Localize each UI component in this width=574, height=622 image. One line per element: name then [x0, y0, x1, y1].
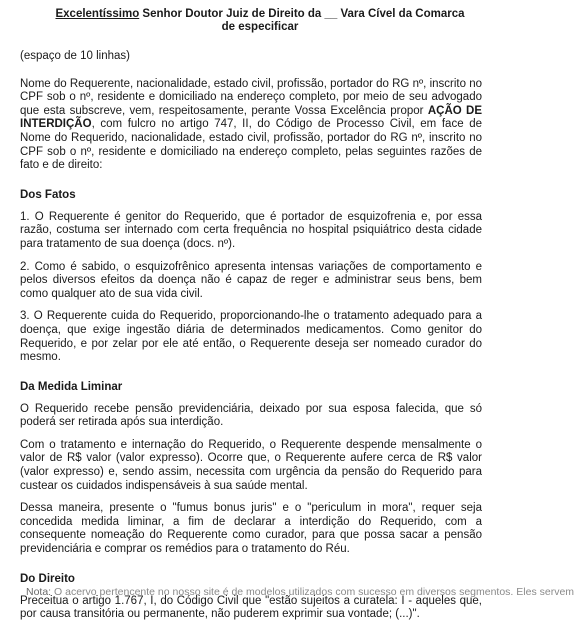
footer-note-label: Nota: [26, 586, 52, 598]
intro-paragraph [20, 78, 482, 173]
liminar-paragraph-2: Com o tratamento e internação do Requerido, o Requerente despende mensalmente o valor de R$ valor (valor expresso). Ocorre que, o Requerente aufere cerca de R$ valor (valor expresso) e, sendo assim, necessita com urgência da pensão do Requerido para custear os cuidados indispensáveis à sua saúde mental. [20, 438, 482, 492]
document-page [20, 0, 482, 622]
liminar-paragraph-3: Dessa maneira, presente o "fumus bonus juris" e o "periculum in mora", requer seja concedida medida liminar, a fim de declarar a interdição do Requerido, com a consequente nomeação do Requerente como curador, para que possa sacar a pensão previdenciária e comprar os remédios para o tratamento do Réu. [20, 502, 482, 556]
fatos-paragraph-1: 1. O Requerente é genitor do Requerido, que é portador de esquizofrenia e, por essa razão, costuma ser internado com certa frequência no hospital psiquiátrico desta cidade para tratamento de sua doença (docs. nº). [20, 210, 482, 250]
footer-note-text: O acervo pertencente no nosso site é de modelos utilizados com sucesso em diversos segmentos. Eles servem [51, 586, 574, 598]
heading-dos-fatos: Dos Fatos [20, 188, 76, 201]
title-line-1-rest: Senhor Doutor Juiz de Direito da __ Vara Cível da Comarca [139, 8, 465, 20]
title-lead-word: Excelentíssimo [55, 8, 140, 20]
fatos-paragraph-3: 3. O Requerente cuida do Requerido, proporcionando-lhe o tratamento adequado para a doença, que exige ingestão diária de determinados medicamentos. Como genitor do Requerido, e por zelar por ele até então, o Requerente deseja ser nomeado curador do mesmo. [20, 310, 482, 364]
title-line-2: de especificar [221, 21, 299, 33]
fatos-paragraph-2: 2. Como é sabido, o esquizofrênico apresenta intensas variações de comportamento e pelos diversos efeitos da doença não é capaz de reger e administrar seus bens, bem como qualquer ato de sua vida civil. [20, 260, 482, 300]
footer-note [26, 586, 574, 598]
direito-paragraph-1: Preceitua o artigo 1.767, I, do Código Civil que "estão sujeitos a curatela: I - aqueles que, por causa transitória ou permanente, não puderem exprimir sua vontade; (...)". [20, 594, 482, 621]
document-title [20, 8, 482, 34]
heading-medida-liminar: Da Medida Liminar [20, 380, 123, 393]
intro-part-1: Nome do Requerente, nacionalidade, estado civil, profissão, portador do RG nº, inscrito no CPF sob o nº, residente e domiciliado na endereço completo, por meio de seu advogado que esta subscreve, vem, respeitosamente, perante Vossa Excelência propor [20, 77, 482, 117]
heading-do-direito: Do Direito [20, 572, 75, 585]
liminar-paragraph-1: O Requerido recebe pensão previdenciária, deixado por sua esposa falecida, que só poderá ser retirada após sua interdição. [20, 402, 482, 429]
intro-part-2: , com fulcro no artigo 747, II, do Código de Processo Civil, em face de Nome do Requerido, nacionalidade, estado civil, profissão, portador do RG nº, inscrito no CPF sob o nº, residente e domiciliado na endereço completo, pelas seguintes razões de fato e de direito: [20, 118, 482, 172]
spacing-note: (espaço de 10 linhas) [20, 50, 130, 62]
action-name: AÇÃO DE INTERDIÇÃO [20, 104, 483, 131]
title-line-1 [55, 8, 464, 20]
